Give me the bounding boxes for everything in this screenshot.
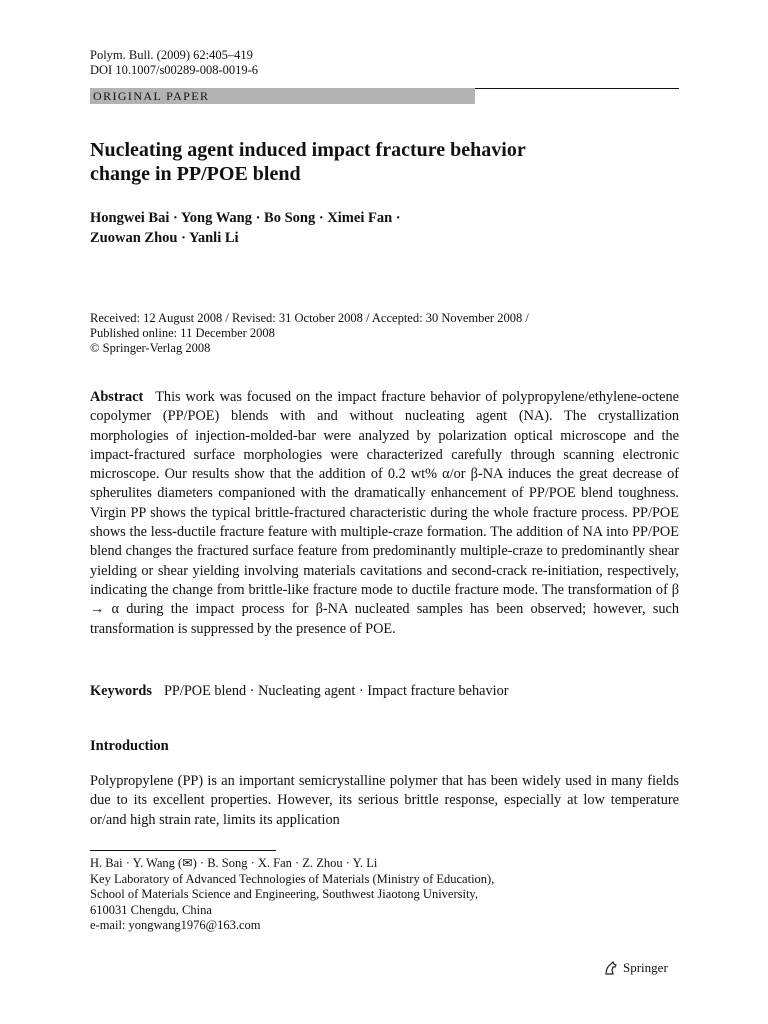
abstract-label: Abstract <box>90 389 144 405</box>
journal-meta <box>90 48 258 78</box>
paper-title <box>90 138 680 186</box>
affiliation-lab: Key Laboratory of Advanced Technologies of Materials (Ministry of Education), <box>90 871 495 886</box>
authors-line-1: Hongwei Bai · Yong Wang · Bo Song · Ximei Fan · <box>90 210 401 226</box>
affiliation-email: e-mail: yongwang1976@163.com <box>90 918 261 932</box>
keywords <box>90 681 679 701</box>
dates-line-2: Published online: 11 December 2008 <box>90 326 275 340</box>
affiliation-school: School of Materials Science and Engineering, Southwest Jiaotong University, <box>90 887 479 901</box>
affiliation-city: 610031 Chengdu, China <box>90 902 212 917</box>
abstract-text: This work was focused on the impact fracture behavior of polypropylene/ethylene-octene copolymer (PP/POE) blends with and without nucleating agent (NA). The crystallization morphologies of injection-molded-bar were analyzed by polarization optical microscope and the impact-fractured surface morphologies were characterized carefully through scanning electronic microscope. Our results show that the addition of 0.2 wt% α/or β-NA induces the great decrease of spherulites diameters companioned with the dramatically enhancement of PP/POE blend toughness. Virgin PP shows the typical brittle-fractured characteristic during the whole fracture process. PP/POE shows the less-ductile fracture feature with multiple-craze formation. The addition of NA into PP/POE blend changes the fractured surface feature from predominantly multiple-craze to predominantly shear yielding or shear yielding involving materials cavitations and second-crack re-initiation, respectively, indicating the change from brittle-like fracture mode to ductile fracture mode. The transformation of β → α during the impact process for β-NA nucleated samples has been observed; however, such transformation is suppressed by the presence of POE. <box>90 389 679 637</box>
article-type-banner: ORIGINAL PAPER <box>90 88 475 104</box>
copyright: © Springer-Verlag 2008 <box>90 341 211 355</box>
affiliation-authors: H. Bai · Y. Wang (✉) · B. Song · X. Fan · Z. Zhou · Y. Li <box>90 856 378 870</box>
doi: DOI 10.1007/s00289-008-0019-6 <box>90 63 259 77</box>
springer-horse-icon <box>603 960 619 976</box>
publisher-name: Springer <box>623 960 668 975</box>
author-list <box>90 208 680 248</box>
footnote-rule <box>90 850 276 851</box>
authors-line-2: Zuowan Zhou · Yanli Li <box>90 230 239 246</box>
keywords-text: PP/POE blend · Nucleating agent · Impact fracture behavior <box>163 683 509 699</box>
affiliation-footnote <box>90 856 679 934</box>
abstract <box>90 388 679 639</box>
keywords-label: Keywords <box>90 683 152 699</box>
dates-line-1: Received: 12 August 2008 / Revised: 31 October 2008 / Accepted: 30 November 2008 / <box>90 311 529 325</box>
title-line-2: change in PP/POE blend <box>90 163 301 185</box>
introduction-paragraph: Polypropylene (PP) is an important semicrystalline polymer that has been widely used in many fields due to its excellent properties. However, its serious brittle response, especially at low temperature or/and high strain rate, limits its application <box>90 773 679 828</box>
title-line-1: Nucleating agent induced impact fracture behavior <box>90 139 526 161</box>
section-heading-introduction: Introduction <box>90 738 169 754</box>
publisher-logo <box>603 960 668 976</box>
publication-dates <box>90 311 680 356</box>
citation: Polym. Bull. (2009) 62:405–419 <box>90 48 253 62</box>
